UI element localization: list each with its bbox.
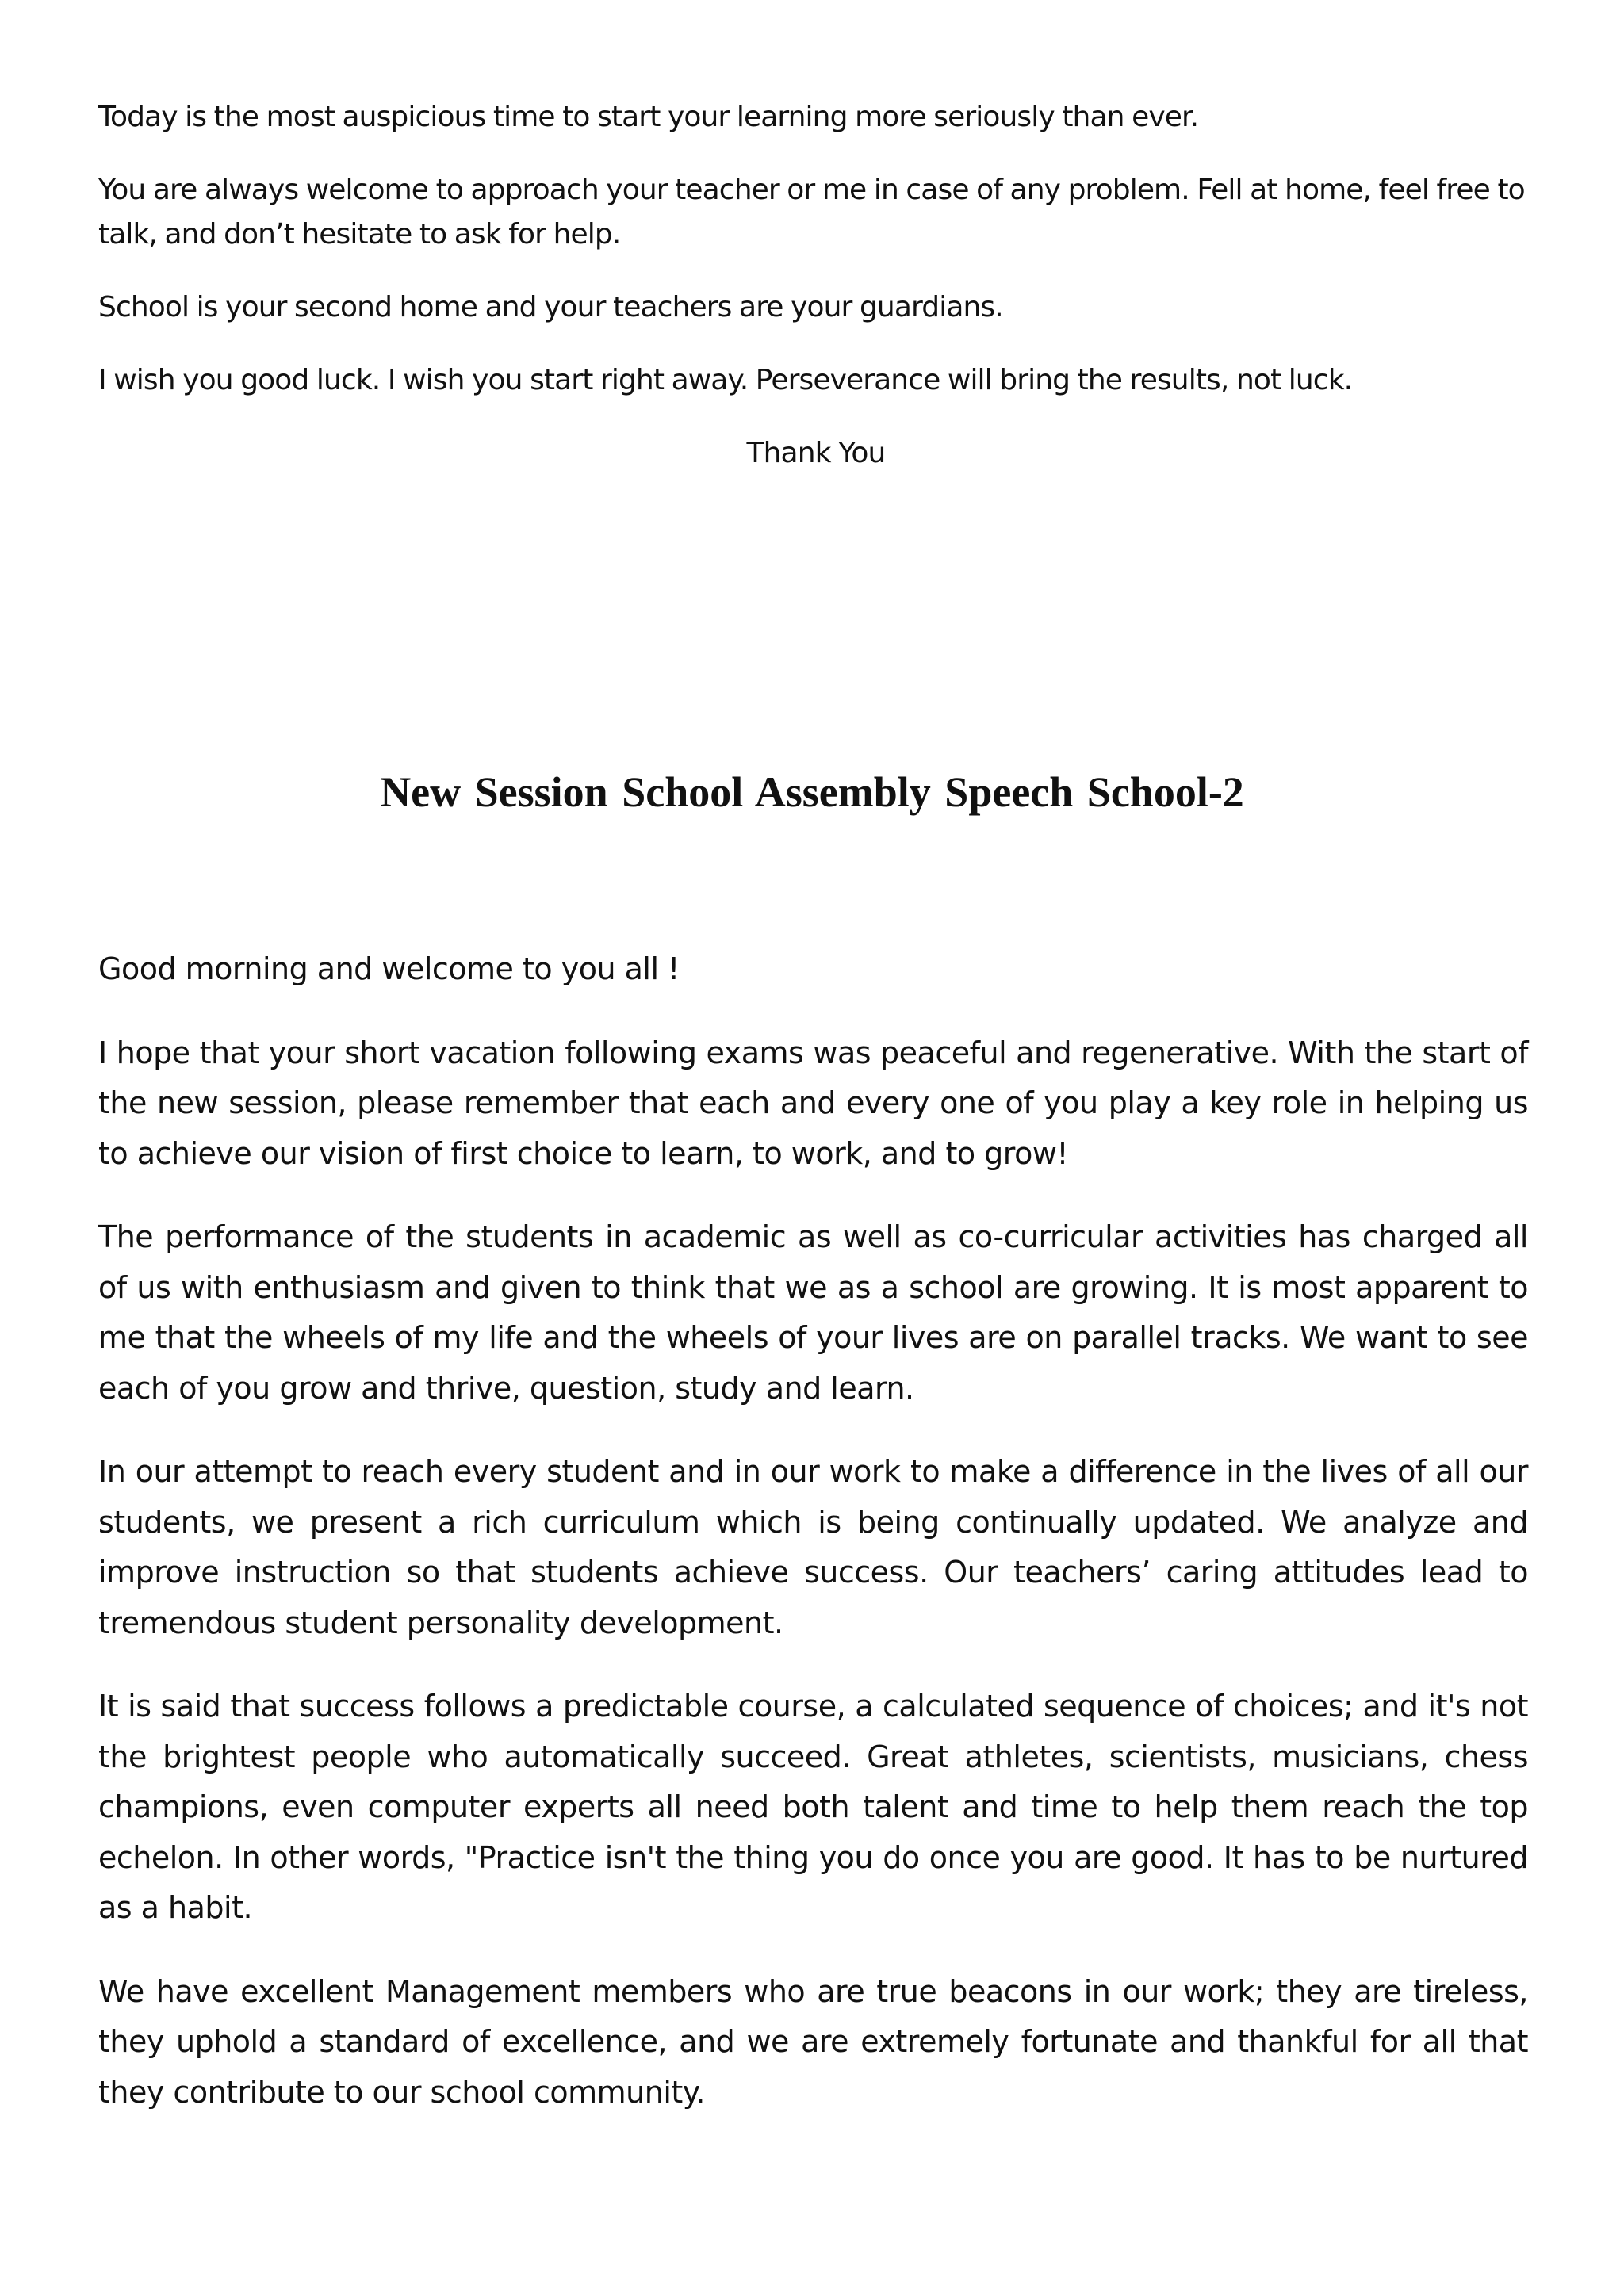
speech-paragraph: It is said that success follows a predictable course, a calculated sequence of choices; and it's not the brightest people who automatically succeed. Great athletes, scientists, musicians, chess champions, even computer experts all need both talent and time to help them reach the top echelon. In other words, "Practice isn't the thing you do once you are good. It has to be nurtured as a habit. [98, 1689, 1528, 1925]
intro-paragraph: School is your second home and your teachers are your guardians. [98, 291, 1003, 323]
speech-title: New Session School Assembly Speech School-2 [380, 768, 1244, 816]
speech-paragraph: The performance of the students in academic as well as co-curricular activities has charged all of us with enthusiasm and given to think that we as a school are growing. It is most apparent to me that the wheels of my life and the wheels of your lives are on parallel tracks. We want to see each of you grow and thrive, question, study and learn. [98, 1219, 1528, 1406]
speech-paragraph: We have excellent Management members who are true beacons in our work; they are tireless, they uphold a standard of excellence, and we are extremely fortunate and thankful for all that they contribute to our school community. [98, 1973, 1528, 2110]
speech-paragraph: I hope that your short vacation following exams was peaceful and regenerative. With the start of the new session, please remember that each and every one of you play a key role in helping us to achieve our vision of first choice to learn, to work, and to grow! [98, 1035, 1528, 1171]
intro-paragraph: Today is the most auspicious time to start your learning more seriously than ever. [98, 101, 1199, 133]
greeting: Good morning and welcome to you all ! [98, 951, 680, 986]
previous-speech-ending [98, 95, 1534, 504]
thank-you-line: Thank You [746, 437, 886, 469]
speech-body [98, 944, 1528, 2151]
speech-paragraph: In our attempt to reach every student and in our work to make a difference in the lives of all our students, we present a rich curriculum which is being continually updated. We analyze and improve instruction so that students achieve success. Our teachers’ caring attitudes lead to tremendous student personality development. [98, 1454, 1528, 1640]
intro-paragraph: You are always welcome to approach your teacher or me in case of any problem. Fell at home, feel free to talk, and don’t hesitate to ask for help. [98, 174, 1525, 251]
intro-paragraph: I wish you good luck. I wish you start right away. Perseverance will bring the results, not luck. [98, 364, 1353, 396]
